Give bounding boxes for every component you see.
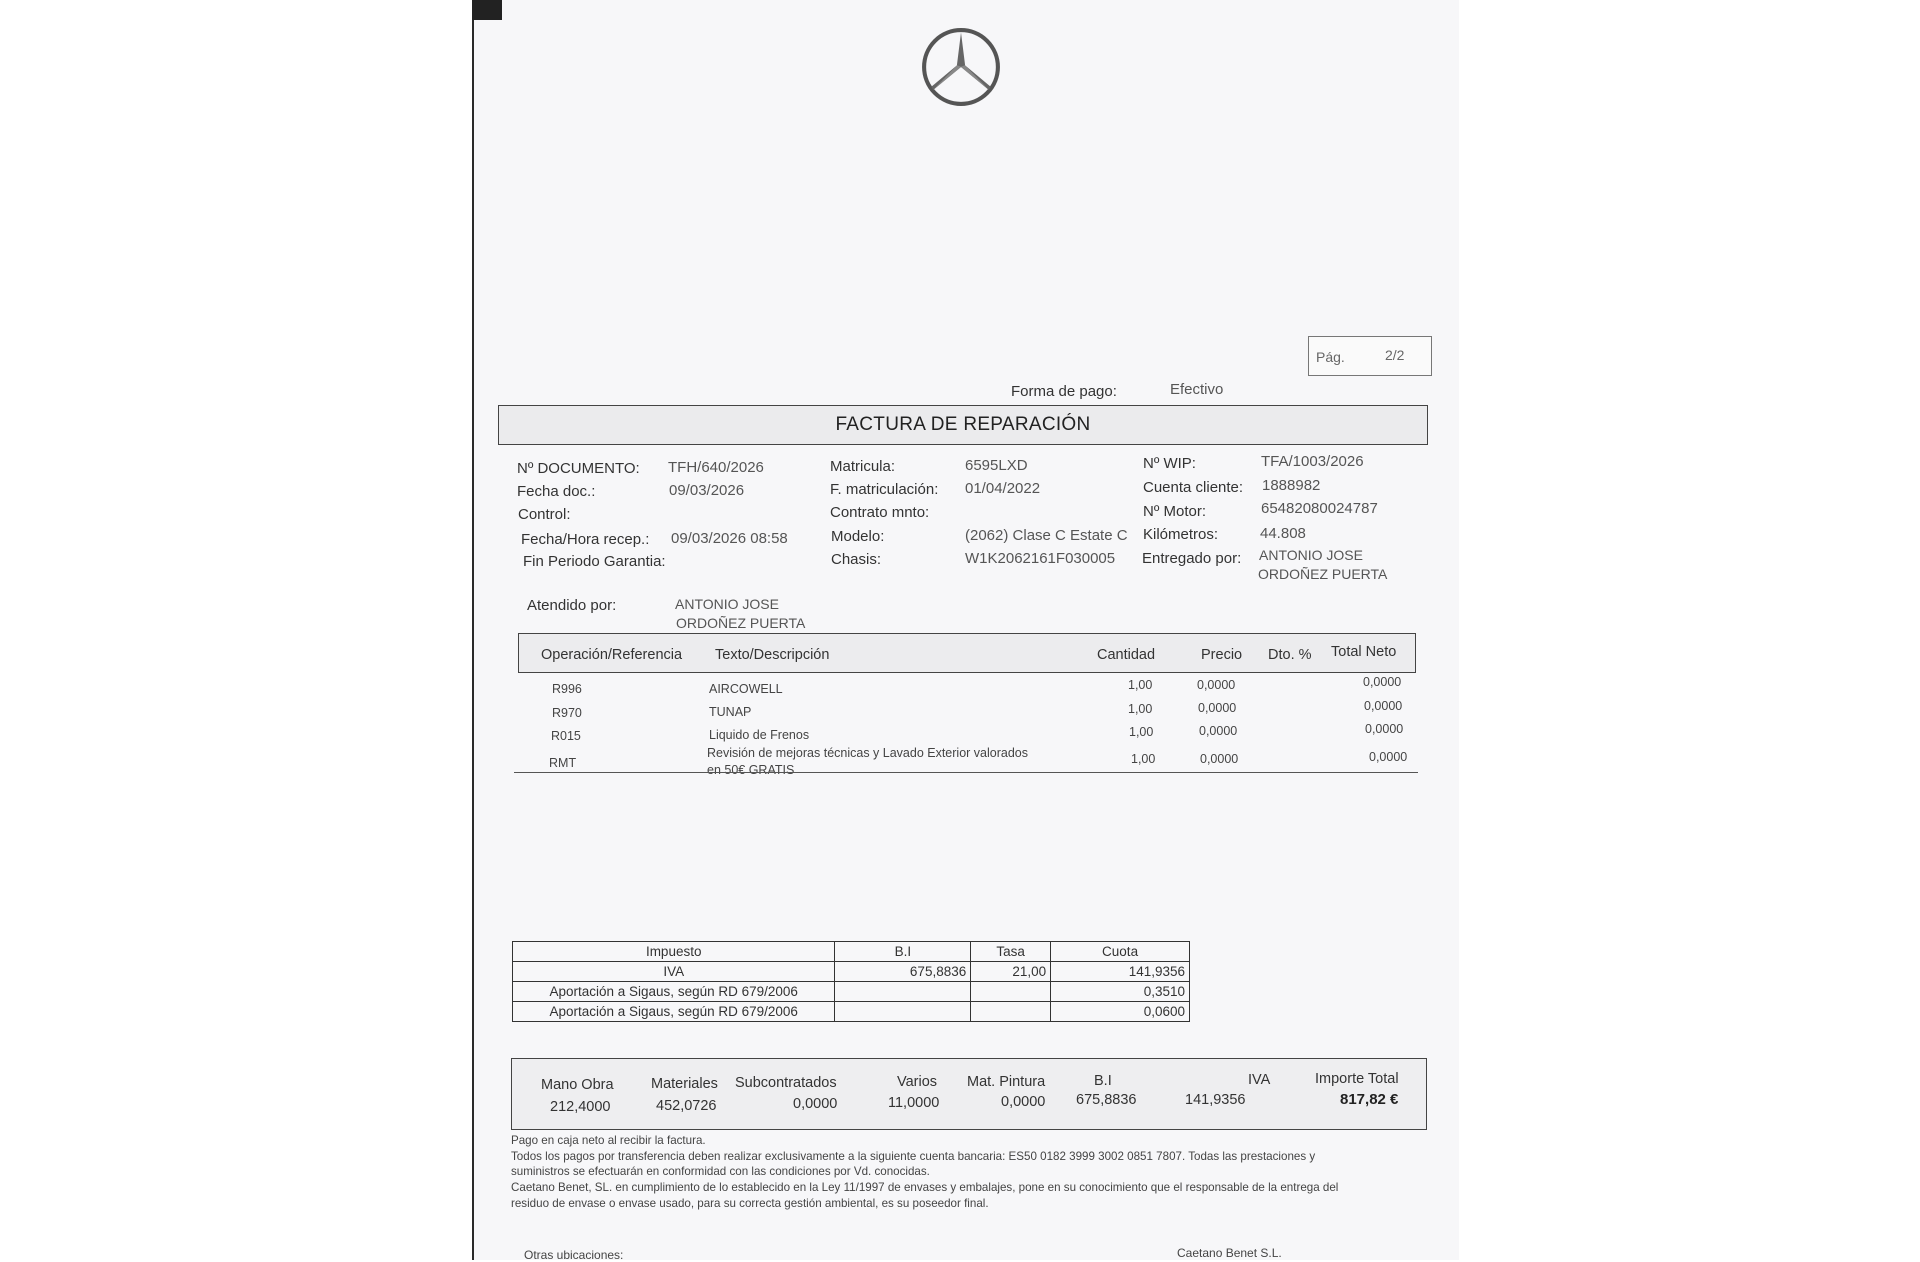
tax-amount: 141,9356 [1051,962,1190,982]
delivered-by-line2: ORDOÑEZ PUERTA [1258,566,1388,582]
col-discount: Dto. % [1268,647,1312,663]
plate-value: 6595LXD [965,457,1028,474]
other-locations: Otras ubicaciones: [524,1248,624,1262]
mercedes-star-logo [920,26,1002,108]
col-quantity: Cantidad [1097,647,1156,663]
chassis-label: Chasis: [831,551,882,568]
items-table-header [518,633,1416,673]
item-ref: R970 [552,706,582,720]
item-qty: 1,00 [1129,725,1154,739]
attended-by-label: Atendido por: [527,597,617,614]
tax-rate [971,982,1051,1002]
page-number-box [1308,336,1432,376]
item-price: 0,0000 [1200,752,1239,766]
base-label: B.I [1094,1073,1112,1089]
wip-label: Nº WIP: [1143,455,1196,472]
wip-value: TFA/1003/2026 [1261,453,1364,470]
item-total: 0,0000 [1369,750,1408,764]
tax-bi [835,1002,971,1022]
item-desc: Liquido de Frenos [709,728,810,742]
mileage-label: Kilómetros: [1143,526,1219,543]
vat-label: IVA [1248,1072,1271,1088]
tax-name: Aportación a Sigaus, según RD 679/2006 [513,982,835,1002]
plate-label: Matricula: [830,458,896,475]
misc-label: Varios [897,1074,938,1090]
labor-value: 212,4000 [550,1099,611,1115]
item-qty: 1,00 [1128,702,1153,716]
chassis-value: W1K2062161F030005 [965,550,1116,567]
footer-line: Caetano Benet, SL. en cumplimiento de lo establecido en la Ley 11/1997 de envases y embalajes, pone en su conocimiento que el responsable de la entrega del [511,1181,1339,1194]
item-qty: 1,00 [1128,678,1153,692]
page-label: Pág. [1316,349,1345,365]
tax-row [513,1002,1190,1022]
tax-row [513,982,1190,1002]
item-price: 0,0000 [1197,678,1236,692]
warranty-label: Fin Periodo Garantia: [523,553,666,570]
item-ref: RMT [549,756,577,770]
item-total: 0,0000 [1365,722,1404,736]
tax-name: Aportación a Sigaus, según RD 679/2006 [513,1002,835,1022]
tax-table [512,941,1190,1022]
items-table-bottom-line [514,772,1418,773]
tax-name: IVA [513,962,835,982]
totals-box [511,1058,1427,1130]
tax-bi [835,982,971,1002]
attended-by-line2: ORDOÑEZ PUERTA [676,615,806,631]
tax-col-tasa: Tasa [971,942,1051,962]
grand-total-value: 817,82 € [1340,1091,1399,1108]
grand-total-label: Importe Total [1315,1071,1399,1087]
delivered-by-label: Entregado por: [1142,550,1242,567]
doc-date-value: 09/03/2026 [669,482,745,499]
item-qty: 1,00 [1131,752,1156,766]
registration-date-value: 01/04/2022 [965,480,1041,497]
document-title: FACTURA DE REPARACIÓN [498,405,1428,445]
payment-value: Efectivo [1170,381,1224,398]
reception-value: 09/03/2026 08:58 [671,530,788,547]
item-desc: AIRCOWELL [709,682,783,696]
tax-amount: 0,3510 [1051,982,1190,1002]
materials-label: Materiales [651,1076,718,1092]
contract-label: Contrato mnto: [830,504,930,521]
vat-value: 141,9356 [1185,1092,1246,1108]
payment-label: Forma de pago: [1011,383,1117,400]
customer-account-label: Cuenta cliente: [1143,479,1244,496]
footer-line: residuo de envase o envase usado, para su correcta gestión ambiental, es su poseedor final. [511,1197,989,1210]
item-total: 0,0000 [1364,699,1403,713]
model-value: (2062) Clase C Estate C [965,527,1128,544]
attended-by-line1: ANTONIO JOSE [675,596,779,612]
base-value: 675,8836 [1076,1092,1137,1108]
registration-date-label: F. matriculación: [830,481,939,498]
footer-line: suministros se efectuarán en conformidad con las condiciones por Vd. conocidas. [511,1165,930,1178]
tax-row [513,962,1190,982]
col-description: Texto/Descripción [715,647,830,663]
doc-date-label: Fecha doc.: [517,483,596,500]
tax-rate: 21,00 [971,962,1051,982]
page-number: 2/2 [1385,347,1405,363]
paper-edge-shadow [472,0,502,20]
tax-amount: 0,0600 [1051,1002,1190,1022]
item-ref: R015 [551,729,581,743]
item-desc: TUNAP [709,705,752,719]
paint-label: Mat. Pintura [967,1074,1046,1090]
tax-col-bi: B.I [835,942,971,962]
tax-rate [971,1002,1051,1022]
item-ref: R996 [552,682,582,696]
col-operation: Operación/Referencia [541,647,683,663]
reception-label: Fecha/Hora recep.: [521,531,650,548]
tax-col-cuota: Cuota [1051,942,1190,962]
delivered-by-line1: ANTONIO JOSE [1259,547,1363,563]
doc-number-value: TFH/640/2026 [668,459,764,476]
item-desc: Revisión de mejoras técnicas y Lavado Exterior valorados [707,746,1028,760]
doc-number-label: Nº DOCUMENTO: [517,460,640,477]
col-net-total: Total Neto [1331,644,1397,660]
footer-line: Todos los pagos por transferencia deben realizar exclusivamente a la siguiente cuenta bancaria: ES50 0182 3999 3002 0851 7807. Todas las prestaciones y [511,1150,1316,1163]
subcontracted-value: 0,0000 [793,1096,838,1112]
footer-line: Pago en caja neto al recibir la factura. [511,1134,706,1147]
company-name: Caetano Benet S.L. [1177,1246,1282,1260]
tax-bi: 675,8836 [835,962,971,982]
paint-value: 0,0000 [1001,1094,1046,1110]
subcontracted-label: Subcontratados [735,1075,837,1091]
model-label: Modelo: [831,528,885,545]
labor-label: Mano Obra [541,1077,614,1093]
item-total: 0,0000 [1363,675,1402,689]
materials-value: 452,0726 [656,1098,717,1114]
control-label: Control: [518,506,571,523]
item-desc-line2: en 50€ GRATIS [707,763,795,777]
engine-number-value: 65482080024787 [1261,500,1378,517]
mileage-value: 44.808 [1260,525,1306,542]
tax-header-row [513,942,1190,962]
item-price: 0,0000 [1198,701,1237,715]
tax-col-impuesto: Impuesto [513,942,835,962]
misc-value: 11,0000 [888,1095,940,1111]
customer-account-value: 1888982 [1262,477,1321,494]
item-price: 0,0000 [1199,724,1238,738]
col-price: Precio [1201,647,1243,663]
engine-number-label: Nº Motor: [1143,503,1206,520]
